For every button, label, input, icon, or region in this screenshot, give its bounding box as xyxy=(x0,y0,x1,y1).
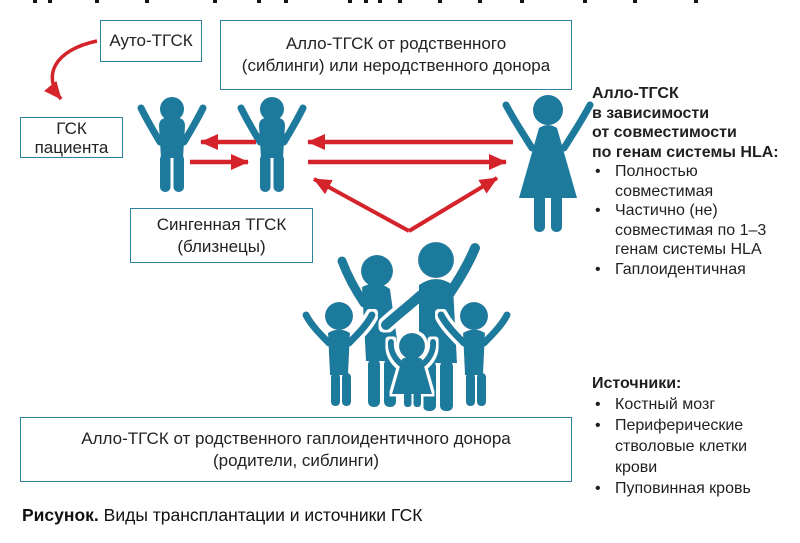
caption-label: Рисунок. xyxy=(22,505,99,525)
clipped-top-text-fragment xyxy=(364,0,368,3)
clipped-top-text-fragment xyxy=(257,0,261,3)
sources-bullet-3: • Пуповинная кровь xyxy=(592,478,800,499)
hla-bullet-3: • Гаплоидентичная xyxy=(592,260,800,280)
box-syngeneic-tgsk xyxy=(130,208,313,263)
box-patient-line1: ГСК xyxy=(56,118,87,138)
box-syngeneic-line1: Сингенная ТГСК xyxy=(156,214,287,234)
clipped-top-text-fragment xyxy=(378,0,382,3)
clipped-top-text-fragment xyxy=(694,0,698,3)
caption-text: Виды трансплантации и источники ГСК xyxy=(103,505,423,525)
clipped-top-text-fragment xyxy=(48,0,52,3)
donor-male-figure-icon xyxy=(236,96,308,196)
box-auto-tgsk-label: Ауто-ТГСК xyxy=(109,31,193,50)
sources-bullet-1: • Костный мозг xyxy=(592,394,800,415)
clipped-top-text-fragment xyxy=(398,0,402,3)
hla-title-line3: от совместимости xyxy=(592,124,737,141)
clipped-top-text-fragment xyxy=(284,0,288,3)
sources-block xyxy=(592,373,800,499)
clipped-top-text-fragment xyxy=(95,0,99,3)
hla-title-line2: в зависимости xyxy=(592,104,710,122)
haplo-arrow-to-sibling xyxy=(314,179,409,231)
box-patient-line2: пациента xyxy=(34,137,109,157)
clipped-top-text-fragment xyxy=(213,0,217,3)
clipped-top-text-fragment xyxy=(145,0,149,3)
box-allo-related-donor xyxy=(220,20,572,90)
bullet-dot: • xyxy=(595,417,601,434)
box-gsk-patient xyxy=(20,117,123,158)
bullet-dot: • xyxy=(595,480,601,497)
auto-tgsk-curved-arrow xyxy=(52,41,97,99)
hla-compatibility-block xyxy=(592,84,800,279)
clipped-top-text-fragment xyxy=(33,0,37,3)
clipped-top-text-fragment xyxy=(438,0,442,3)
sources-title: Источники: xyxy=(592,375,682,392)
clipped-top-text-fragment xyxy=(348,0,352,3)
clipped-top-text-fragment xyxy=(478,0,482,3)
clipped-top-text-fragment xyxy=(583,0,587,3)
family-figures-icon xyxy=(298,233,538,418)
family-left-child-figure xyxy=(306,302,372,406)
hla-bullet-1: • Полностью совместимая xyxy=(592,162,800,201)
box-auto-tgsk xyxy=(100,20,202,62)
box-haploidentical-donor xyxy=(20,417,572,482)
box-syngeneic-line2: (близнецы) xyxy=(177,236,266,256)
box-allo-line1: Алло-ТГСК от родственного xyxy=(285,34,507,53)
hla-title-line1: Алло-ТГСК xyxy=(592,85,679,102)
bullet-dot: • xyxy=(595,163,601,180)
bullet-dot: • xyxy=(595,260,601,278)
clipped-top-text-fragment xyxy=(633,0,637,3)
hla-bullet-2: • Частично (не) совместимая по 1–3 генам системы HLA xyxy=(592,201,800,260)
haplo-arrow-to-female-donor xyxy=(409,178,497,231)
clipped-top-text-fragment xyxy=(520,0,524,3)
bullet-dot: • xyxy=(595,202,601,219)
hla-title-line4: по генам системы HLA: xyxy=(592,143,779,161)
bullet-dot: • xyxy=(595,396,601,413)
box-haplo-line2: (родители, сиблинги) xyxy=(212,450,380,470)
patient-male-figure-icon xyxy=(136,96,208,196)
box-haplo-line1: Алло-ТГСК от родственного гаплоидентичного донора xyxy=(81,428,511,448)
sources-bullet-2: • Периферические стволовые клетки крови xyxy=(592,415,800,478)
box-allo-line2: (сиблинги) или неродственного донора xyxy=(241,56,551,75)
figure-caption xyxy=(22,505,422,526)
donor-female-figure-icon xyxy=(498,92,598,238)
